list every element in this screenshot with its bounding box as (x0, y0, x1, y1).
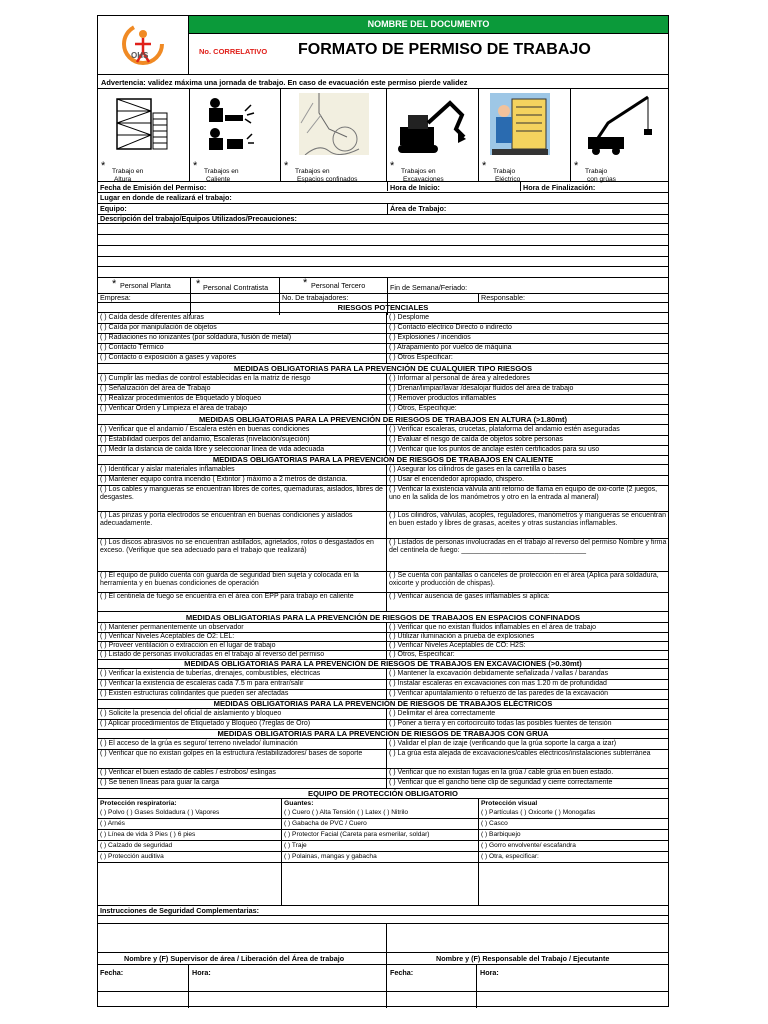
checkbox-star[interactable]: * (193, 160, 198, 172)
caliente-right-item[interactable]: ( ) Los cilindros, válvulas, acoples, reguladores, manómetros y mangueras se encuentran en buen estado y libres de grasas, aceites y otras sustancias inflamables. (389, 512, 667, 527)
epp-item[interactable]: ( ) Otra, especificar: (481, 853, 539, 860)
work-type-line1: Trabajos en (401, 168, 436, 175)
confinados-left-item[interactable]: ( ) Verificar Niveles Aceptables de O2: LEL: (100, 633, 235, 640)
cualquier-right-item[interactable]: ( ) Drenar/limpiar/lavar /desalojar fluidos del área de trabajo (389, 385, 574, 392)
responsable-label: Responsable: (481, 293, 525, 302)
caliente-row (98, 538, 668, 571)
caliente-row (98, 485, 668, 511)
riesgo-right-item[interactable]: ( ) Desplome (389, 314, 430, 321)
hora-fin-label: Hora de Finalización: (523, 183, 596, 192)
confinados-right-item[interactable]: ( ) Otros, Especificar: (389, 651, 455, 658)
fecha-responsable-label: Fecha: (390, 968, 414, 977)
work-permit-form: OHS NOMBRE DEL DOCUMENTO No. CORRELATIVO FORMATO DE PERMISO DE TRABAJO Advertencia: validez máxima una jornada de trabajo. En caso de evacuación este permiso pierde validez * Trabajo en Altura * Trabajos en Caliente * Trabajos en Espacios confinados * Trabajos en Excavaciones * Trabajo Eléctrico * Trabajo con grúas Fecha de Emisión del Permiso: Hora de Inicio: Hora de Finalización: Lugar en donde de realizará el trabajo: Equipo: Área de Trabajo: Descripción del trabajo/Equipos Utilizados/Precauciones: * Personal Planta * Personal Contratista * Personal Tercero Fin de Semana/Feriado: Empresa: No. De trabajadores: Responsable: RIESGOS POTENCIALES ( ) Caída desde diferentes alturas ( ) Desplome ( ) Caída por manipulación de objetos ( ) Contacto eléctrico Directo o indirecto ( ) Radiaciones no ionizantes (por soldadura, fusión de metal) ( ) Explosiones / incendios ( ) Contacto Térmico ( ) Atrapamiento por vuelco de máquina ( ) Contacto o exposición a gases y vapores ( ) Otros Especificar: MEDIDAS OBLIGATORIAS PARA LA PREVENCIÓN DE CUALQUIER TIPO RIESGOS ( ) Cumplir las medias de control establecidas en la matriz de riesgo ( ) Informar al personal de área y alrededores ( ) Señalización del área de Trabajo ( ) Drenar/limpiar/lavar /desalojar fluidos del área de trabajo ( ) Realizar procedimientos de Etiquetado y bloqueo ( ) Remover productos inflamables ( ) Verificar Orden y Limpieza el área de trabajo ( ) Otros, Especifique: MEDIDAS OBLIGATORIAS PARA LA PREVENCIÓN DE RIESGOS DE TRABAJOS EN ALTURA (>1.80mt) ( ) Verificar que el andamio / Escalera estén en buenas condiciones ( ) Verificar escaleras, crucetas, plataforma del andamio estén aseguradas ( ) Estabilidad cuerpos del andamio, Escaleras (nivelación/sujeción) ( ) Evaluar el riesgo de caída de objetos sobre personas ( ) Medir la distancia de caída libre y seleccionar línea de vida adecuada ( ) Verificar que los puntos de anclaje estén certificados para su uso MEDIDAS OBLIGATORIAS PARA LA PREVENCIÓN DE RIESGOS DE TRABAJOS EN CALIENTE ( ) Identificar y aislar materiales inflamables ( ) Asegurar los cilindros de gases en la carretilla o bases ( ) Mantener equipo contra incendio ( Extintor ) máximo a 2 metros de distancia. ( ) Usar el encendedor apropiado, chispero. ( ) Los cables y mangueras se encuentran libres de cortes, quemaduras, aislados, libres de desgastes. ( ) Verificar la existencia válvula anti retorno de flama en equipo de oxi-corte (2 juegos, uno en la salida de los manómetros y otro en la entrada al maneral) ( ) Las pinzas y porta electrodos se encuentran en buenas condiciones y aislados adecuadamente. ( ) Los cilindros, válvulas, acoples, reguladores, manómetros y mangueras se encuentran en buen estado y libres de grasas, aceites y otras sustancias inflamables. ( ) Los discos abrasivos no se encuentran astillados, agrietados, rotos o desgastados en exceso. (Verifique que sea adecuado para el trabajo que realizará) ( ) Listados de personas involucradas en el trabajo al reverso del permiso Nombre y firma del centinela de fuego: ________________________________ ( ) El equipo de pulido cuenta con guarda de seguridad bien sujeta y colocada en la herramienta y en buenas condiciones de operación ( ) Se cuenta con pantallas o canceles de protección en el área (Aplica para soldadura, oxicorte y producción de chispas). ( ) El centinela de fuego se encuentra en el área con EPP para trabajo en caliente ( ) Verificar ausencia de gases inflamables si aplica: MEDIDAS OBLIGATORIAS PARA LA PREVENCIÓN DE RIESGOS DE TRABAJOS EN ESPACIOS CONFINADOS ( ) Mantener permanentemente un observador ( ) Verificar que no existan fluidos inflamables en el área de trabajo ( ) Verificar Niveles Aceptables de O2: LEL: ( ) Utilizar iluminación a prueba de explosiones ( ) Proveer ventilación o extracción en el lugar de trabajo ( ) Verificar Niveles Aceptables de CO: H2S: ( ) Listado de personas involucradas en el trabajo al reverso del permiso ( ) Otros, Especificar: MEDIDAS OBLIGATORIAS PARA LA PREVENCIÓN DE RIESGOS DE TRABAJOS EN EXCAVACIONES (>0.30mt) ( ) Verificar la existencia de tuberías, drenajes, combustibles, eléctricas ( ) Mantener la excavación debidamente señalizada / vallas / barandas ( ) Verificar la existencia de escaleras cada 7.5 m para entrar/salir ( ) Instalar escaleras en excavaciones con mas 1.20 m de profundidad ( ) Existen estructuras colindantes que pueden ser afectadas ( ) Verificar apuntalamiento o refuerzo de las paredes de la excavación MEDIDAS OBLIGATORIAS PARA LA PREVENCIÓN DE RIESGOS DE TRABAJOS ELÉCTRICOS ( ) Solicite la presencia del oficial de aislamiento y bloqueo ( ) Delimitar el área correctamente ( ) Aplicar procedimientos de Etiquetado y Bloqueo (7reglas de Oro) ( ) Poner a tierra y en cortocircuito todas las posibles fuentes de tensión MEDIDAS OBLIGATORIAS PARA LA PREVENCIÓN DE RIESGOS DE TRABAJOS CON GRÚA ( ) El acceso de la grúa es seguro/ terreno nivelado/ iluminación ( ) Validar el plan de izaje (verificando que la grúa soporte la carga a izar) ( ) Verificar que no existan golpes en la estructura /estabilizadores/ bases de soporte ( ) La grúa esta alejada de excavaciones/cables eléctricos/instalaciones subterránea ( ) Verificar el buen estado de cables / estrobos/ eslingas ( ) Verificar que no existan fugas en la grúa / cable grúa en buen estado. ( ) Se tienen líneas para guiar la carga ( ) Verificar que el gancho tiene clip de seguridad y cierre correctamente EQUIPO DE PROTECCIÓN OBLIGATORIO Protección respiratoria: ( ) Polvo ( ) Gases Soldadura ( ) Vapores ( ) Arnés ( ) Línea de vida 3 Pies ( ) 6 pies ( ) Calzado de seguridad ( ) Protección auditiva Guantes: ( ) Cuero ( ) Alta Tensión ( ) Latex ( ) Nitrilo ( ) Gabacha de PVC / Cuero ( ) Protector Facial (Careta para esmerilar, soldar) ( ) Traje ( ) Polainas, mangas y gabacha Protección visual ( ) Partículas ( ) Oxicorte ( ) Monogafas ( ) Casco ( ) Barbiquejo ( ) Gorro envolvente/ escafandra ( ) Otra, especificar: Instrucciones de Seguridad Complementarias: Nombre y (F) Supervisor de área / Liberación del Área de trabajo Nombre y (F) Responsable del Trabajo / Ejecutante Fecha: Hora: Fecha: Hora: (97, 15, 669, 1007)
riesgo-left-item[interactable]: ( ) Caída desde diferentes alturas (100, 314, 204, 321)
caliente-left-item[interactable]: ( ) Identificar y aislar materiales inflamables (100, 466, 235, 473)
personal-planta-label: Personal Planta (120, 281, 171, 290)
correlativo-label: No. CORRELATIVO (199, 47, 268, 56)
cualquier-title: MEDIDAS OBLIGATORIAS PARA LA PREVENCIÓN DE CUALQUIER TIPO RIESGOS (233, 364, 533, 373)
work-type-line2: Eléctrico (495, 176, 521, 183)
grua-right-item[interactable]: ( ) La grúa esta alejada de excavaciones/cables eléctricos/instalaciones subterránea (389, 750, 651, 757)
cualquier-row (98, 374, 668, 384)
grua-left-item[interactable]: ( ) Verificar que no existan golpes en la estructura /estabilizadores/ bases de soporte (100, 750, 363, 757)
logo-text: OHS (131, 51, 149, 60)
doc-name-label: NOMBRE DEL DOCUMENTO (367, 19, 490, 29)
cualquier-row (98, 394, 668, 404)
work-type-line1: Trabajo (493, 168, 516, 175)
checkbox-star[interactable]: * (390, 160, 395, 172)
personal-tercero-label: Personal Tercero (311, 281, 366, 290)
riesgos-title: RIESGOS POTENCIALES (337, 303, 429, 312)
grua-right-item[interactable]: ( ) Validar el plan de izaje (verificando que la grúa soporte la carga a izar) (389, 740, 617, 747)
altura-left-item[interactable]: ( ) Verificar que el andamio / Escalera estén en buenas condiciones (100, 426, 310, 433)
grua-title: MEDIDAS OBLIGATORIAS PARA LA PREVENCIÓN DE RIESGOS DE TRABAJOS CON GRÚA (217, 729, 549, 738)
lugar-label: Lugar en donde de realizará el trabajo: (100, 193, 232, 202)
epp-item[interactable]: ( ) Polvo ( ) Gases Soldadura ( ) Vapores (100, 809, 220, 816)
altura-right-item[interactable]: ( ) Verificar escaleras, crucetas, plataforma del andamio estén aseguradas (389, 426, 620, 433)
altura-right-item[interactable]: ( ) Evaluar el riesgo de caída de objetos sobre personas (389, 436, 563, 443)
caliente-row (98, 465, 668, 475)
grua-row (98, 778, 668, 788)
hora-supervisor-label: Hora: (192, 968, 211, 977)
epp-item[interactable]: ( ) Protector Facial (Careta para esmerilar, soldar) (284, 831, 430, 838)
caliente-title: MEDIDAS OBLIGATORIAS PARA LA PREVENCIÓN DE RIESGOS DE TRABAJOS EN CALIENTE (212, 455, 554, 464)
epp-item[interactable]: ( ) Calzado de seguridad (100, 842, 173, 849)
confinados-left-item[interactable]: ( ) Mantener permanentemente un observador (100, 624, 244, 631)
fin-semana-label: Fin de Semana/Feriado: (390, 283, 468, 292)
electricos-right-item[interactable]: ( ) Delimitar el área correctamente (389, 710, 496, 717)
epp-item[interactable]: ( ) Barbiquejo (481, 831, 521, 838)
page-title: FORMATO DE PERMISO DE TRABAJO (298, 41, 591, 58)
epp-col1-title: Protección respiratoria: (100, 800, 177, 807)
epp-item[interactable]: ( ) Protección auditiva (100, 853, 164, 860)
electricos-row (98, 709, 668, 719)
epp-item[interactable]: ( ) Gabacha de PVC / Cuero (284, 820, 367, 827)
caliente-right-item[interactable]: ( ) Se cuenta con pantallas o canceles de protección en el área (Aplica para soldadura, oxicorte y producción de chispas). (389, 572, 659, 587)
riesgo-right-item[interactable]: ( ) Atrapamiento por vuelco de máquina (389, 344, 512, 351)
epp-item[interactable]: ( ) Arnés (100, 820, 125, 827)
riesgo-right-item[interactable]: ( ) Explosiones / incendios (389, 334, 471, 341)
checkbox-star[interactable]: * (101, 160, 106, 172)
confinados-right-item[interactable]: ( ) Utilizar iluminación a prueba de explosiones (389, 633, 535, 640)
work-type-cell[interactable] (190, 89, 281, 181)
altura-left-item[interactable]: ( ) Medir la distancia de caída libre y seleccionar línea de vida adecuada (100, 446, 325, 453)
riesgo-left-item[interactable]: ( ) Contacto o exposición a gases y vapores (100, 354, 237, 361)
work-type-line1: Trabajo (585, 168, 608, 175)
caliente-left-item[interactable]: ( ) Mantener equipo contra incendio ( Extintor ) máximo a 2 metros de distancia. (100, 476, 348, 483)
grua-right-item[interactable]: ( ) Verificar que el gancho tiene clip de seguridad y cierre correctamente (389, 779, 613, 786)
epp-item[interactable]: ( ) Línea de vida 3 Pies ( ) 6 pies (100, 831, 196, 838)
caliente-left-item[interactable]: ( ) Los discos abrasivos no se encuentran astillados, agrietados, rotos o desgastados en exceso. (Verifique que sea adecuado para el trabajo que realizará) (100, 539, 374, 554)
electricos-title: MEDIDAS OBLIGATORIAS PARA LA PREVENCIÓN DE RIESGOS DE TRABAJOS ELÉCTRICOS (213, 699, 553, 708)
excavaciones-right-item[interactable]: ( ) Instalar escaleras en excavaciones con mas 1.20 m de profundidad (389, 680, 607, 687)
instrucciones-label: Instrucciones de Seguridad Complementarias: (100, 906, 259, 915)
confinados-right-item[interactable]: ( ) Verificar que no existan fluidos inflamables en el área de trabajo (389, 624, 597, 631)
excavaciones-right-item[interactable]: ( ) Mantener la excavación debidamente señalizada / vallas / barandas (389, 670, 609, 677)
confinados-left-item[interactable]: ( ) Listado de personas involucradas en el trabajo al reverso del permiso (100, 651, 325, 658)
work-type-line1: Trabajo en (112, 168, 144, 175)
confinados-row (98, 650, 668, 659)
excavaciones-left-item[interactable]: ( ) Existen estructuras colindantes que pueden ser afectadas (100, 690, 289, 697)
caliente-row (98, 592, 668, 611)
electricos-left-item[interactable]: ( ) Solicite la presencia del oficial de aislamiento y bloqueo (100, 710, 282, 717)
personal-contratista-label: Personal Contratista (203, 283, 269, 292)
cualquier-row (98, 404, 668, 414)
caliente-right-item[interactable]: ( ) Usar el encendedor apropiado, chispero. (389, 476, 525, 483)
riesgo-row (98, 353, 668, 363)
caliente-left-item[interactable]: ( ) Los cables y mangueras se encuentran libres de cortes, quemaduras, aislados, libres de desgastes. (100, 486, 383, 501)
altura-row (98, 425, 668, 435)
grua-left-item[interactable]: ( ) Verificar el buen estado de cables / estrobos/ eslingas (100, 769, 276, 776)
confinados-right-item[interactable]: ( ) Verificar Niveles Aceptables de CO: H2S: (389, 642, 526, 649)
altura-title: MEDIDAS OBLIGATORIAS PARA LA PREVENCIÓN DE RIESGOS DE TRABAJOS EN ALTURA (>1.80mt) (198, 415, 568, 424)
cualquier-left-item[interactable]: ( ) Verificar Orden y Limpieza el área de trabajo (100, 405, 248, 412)
equipo-label: Equipo: (100, 204, 127, 213)
caliente-row (98, 475, 668, 485)
grua-row (98, 768, 668, 778)
descripcion-label: Descripción del trabajo/Equipos Utilizados/Precauciones: (100, 214, 297, 223)
checkbox-star[interactable]: * (284, 160, 289, 172)
hora-responsable-label: Hora: (480, 968, 499, 977)
riesgo-row (98, 323, 668, 333)
work-type-cell[interactable] (281, 89, 387, 181)
confinados-row (98, 641, 668, 650)
work-type-line2: Altura (114, 176, 132, 183)
work-type-line2: Caliente (206, 176, 231, 183)
epp-item[interactable]: ( ) Cuero ( ) Alta Tensión ( ) Latex ( ) Nitrilo (284, 809, 409, 816)
grua-left-item[interactable]: ( ) Se tienen líneas para guiar la carga (100, 779, 220, 786)
hora-inicio-label: Hora de Inicio: (390, 183, 440, 192)
grua-row (98, 749, 668, 768)
confinados-left-item[interactable]: ( ) Proveer ventilación o extracción en el lugar de trabajo (100, 642, 276, 649)
riesgo-row (98, 343, 668, 353)
caliente-right-item[interactable]: ( ) Listados de personas involucradas en el trabajo al reverso del permiso Nombre y firma del centinela de fuego: ________________________________ (389, 539, 667, 554)
caliente-row (98, 571, 668, 592)
grua-right-item[interactable]: ( ) Verificar que no existan fugas en la grúa / cable grúa en buen estado. (389, 769, 614, 776)
cualquier-left-item[interactable]: ( ) Cumplir las medias de control establecidas en la matriz de riesgo (100, 375, 311, 382)
altura-row (98, 445, 668, 455)
checkbox-star[interactable]: * (482, 160, 487, 172)
excavaciones-row (98, 689, 668, 699)
caliente-left-item[interactable]: ( ) El equipo de pulido cuenta con guarda de seguridad bien sujeta y colocada en la herramienta y en buenas condiciones de operación (100, 572, 359, 587)
work-type-line2: Espacios confinados (297, 176, 358, 183)
excavaciones-left-item[interactable]: ( ) Verificar la existencia de escaleras cada 7.5 m para entrar/salir (100, 680, 304, 687)
riesgo-left-item[interactable]: ( ) Contacto Térmico (100, 344, 164, 351)
electrical-panel-icon (490, 93, 560, 155)
responsable-signature-label: Nombre y (F) Responsable del Trabajo / Ejecutante (436, 954, 610, 963)
epp-item[interactable]: ( ) Polainas, mangas y gabacha (284, 853, 377, 860)
confinados-row (98, 632, 668, 641)
warning-text: Advertencia: validez máxima una jornada de trabajo. En caso de evacuación este permiso pierde validez (101, 78, 468, 87)
confined-space-icon (299, 93, 369, 155)
confinados-row (98, 623, 668, 632)
no-trabajadores-label: No. De trabajadores: (282, 293, 349, 302)
fecha-supervisor-label: Fecha: (100, 968, 124, 977)
riesgo-row (98, 333, 668, 343)
work-type-cell[interactable] (98, 89, 190, 181)
epp-col2-title: Guantes: (284, 800, 314, 807)
electricos-right-item[interactable]: ( ) Poner a tierra y en cortocircuito todas las posibles fuentes de tensión (389, 720, 612, 727)
work-type-line1: Trabajos en (204, 168, 239, 175)
logo-cell (98, 16, 189, 74)
excavaciones-left-item[interactable]: ( ) Verificar la existencia de tuberías, drenajes, combustibles, eléctricas (100, 670, 321, 677)
cualquier-right-item[interactable]: ( ) Informar al personal de área y alrededores (389, 375, 530, 382)
altura-row (98, 435, 668, 445)
caliente-right-item[interactable]: ( ) Asegurar los cilindros de gases en la carretilla o bases (389, 466, 567, 473)
fecha-emision-label: Fecha de Emisión del Permiso: (100, 183, 207, 192)
excavaciones-row (98, 679, 668, 689)
doc-name-bar (189, 16, 668, 34)
cualquier-row (98, 384, 668, 394)
welding-icon (201, 93, 271, 155)
epp-item[interactable]: ( ) Traje (284, 842, 307, 849)
epp-item[interactable]: ( ) Gorro envolvente/ escafandra (481, 842, 576, 849)
supervisor-signature-label: Nombre y (F) Supervisor de área / Liberación del Área de trabajo (124, 954, 345, 963)
grua-row (98, 739, 668, 749)
electricos-row (98, 719, 668, 729)
cualquier-left-item[interactable]: ( ) Señalización del área de Trabajo (100, 385, 211, 392)
excavator-icon (398, 93, 468, 155)
epp-title: EQUIPO DE PROTECCIÓN OBLIGATORIO (308, 789, 458, 798)
excavaciones-title: MEDIDAS OBLIGATORIAS PARA LA PREVENCIÓN DE RIESGOS DE TRABAJOS EN EXCAVACIONES (>0.30mt) (184, 659, 582, 668)
work-type-line2: Excavaciones (403, 176, 444, 183)
caliente-left-item[interactable]: ( ) El centinela de fuego se encuentra en el área con EPP para trabajo en caliente (100, 593, 354, 600)
crane-icon (586, 93, 656, 155)
riesgo-right-item[interactable]: ( ) Contacto eléctrico Directo o indirecto (389, 324, 512, 331)
caliente-right-item[interactable]: ( ) Verificar la existencia válvula anti retorno de flama en equipo de oxi-corte (2 juegos, uno en la salida de los manómetros y otro en la entrada al maneral) (389, 486, 658, 501)
cualquier-right-item[interactable]: ( ) Remover productos inflamables (389, 395, 496, 402)
work-type-line2: con grúas (587, 176, 616, 183)
epp-col3-title: Protección visual (481, 800, 538, 807)
caliente-row (98, 511, 668, 538)
riesgo-row (98, 313, 668, 323)
caliente-right-item[interactable]: ( ) Verificar ausencia de gases inflamables si aplica: (389, 593, 550, 600)
excavaciones-right-item[interactable]: ( ) Verificar apuntalamiento o refuerzo de las paredes de la excavación (389, 690, 609, 697)
cualquier-right-item[interactable]: ( ) Otros, Especifique: (389, 405, 457, 412)
work-type-cell[interactable] (387, 89, 479, 181)
empresa-label: Empresa: (100, 293, 131, 302)
grua-left-item[interactable]: ( ) El acceso de la grúa es seguro/ terreno nivelado/ iluminación (100, 740, 298, 747)
work-type-line1: Trabajos en (295, 168, 330, 175)
confinados-title: MEDIDAS OBLIGATORIAS PARA LA PREVENCIÓN DE RIESGOS DE TRABAJOS EN ESPACIOS CONFINADOS (185, 613, 581, 622)
altura-left-item[interactable]: ( ) Estabilidad cuerpos del andamio, Escaleras (nivelación/sujeción) (100, 436, 310, 443)
scaffold-icon (109, 93, 179, 155)
company-logo (113, 20, 173, 70)
cualquier-left-item[interactable]: ( ) Realizar procedimientos de Etiquetado y bloqueo (100, 395, 262, 402)
area-label: Área de Trabajo: (390, 204, 447, 213)
work-type-cell[interactable] (479, 89, 571, 181)
electricos-left-item[interactable]: ( ) Aplicar procedimientos de Etiquetado y Bloqueo (7reglas de Oro) (100, 720, 311, 727)
excavaciones-row (98, 669, 668, 679)
riesgo-right-item[interactable]: ( ) Otros Especificar: (389, 354, 453, 361)
checkbox-star[interactable]: * (574, 160, 579, 172)
work-type-cell[interactable] (571, 89, 670, 181)
caliente-left-item[interactable]: ( ) Las pinzas y porta electrodos se encuentran en buenas condiciones y aislados adecuadamente. (100, 512, 353, 527)
riesgo-left-item[interactable]: ( ) Caída por manipulación de objetos (100, 324, 217, 331)
epp-item[interactable]: ( ) Casco (481, 820, 508, 827)
altura-right-item[interactable]: ( ) Verificar que los puntos de anclaje estén certificados para su uso (389, 446, 600, 453)
epp-item[interactable]: ( ) Partículas ( ) Oxicorte ( ) Monogafas (481, 809, 596, 816)
riesgo-left-item[interactable]: ( ) Radiaciones no ionizantes (por soldadura, fusión de metal) (100, 334, 292, 341)
